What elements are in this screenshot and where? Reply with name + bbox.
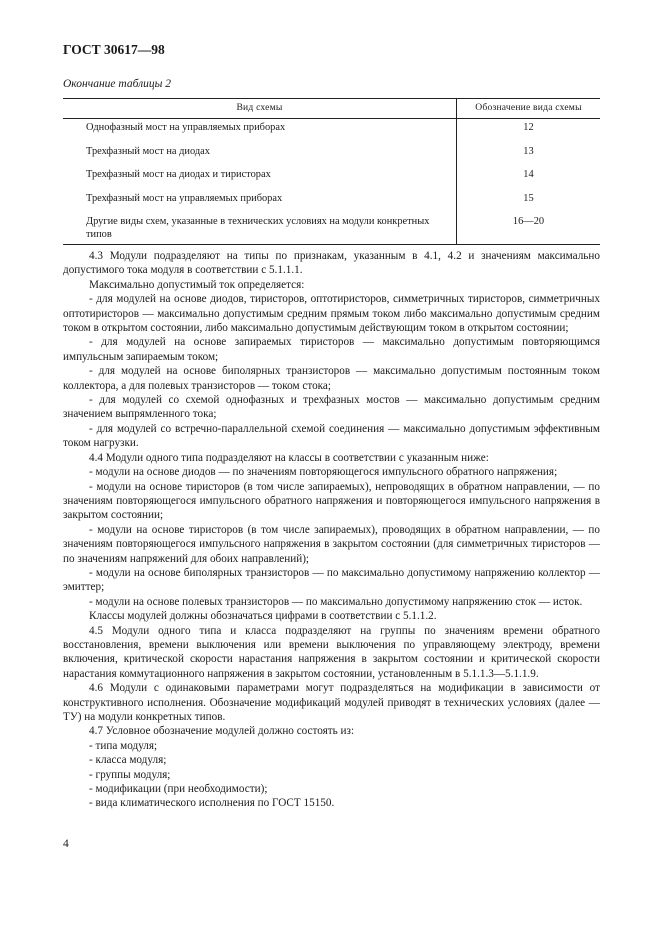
- list-item: - для модулей на основе диодов, тиристоров, оптотиристоров, симметричных тиристоров, симметричных оптотиристоров — максимально допустимым средним прямым током либо максимально допустимым средним током в открытом состоянии, либо максимально допустимым действующим током в открытом состоянии;: [63, 293, 600, 335]
- list-item: - для модулей на основе биполярных транзисторов — максимально допустимым постоянным током коллектора, а для полевых транзисторов — током стока;: [63, 365, 600, 392]
- scheme-code-cell: 14: [523, 169, 534, 180]
- list-item: - класса модуля;: [89, 754, 167, 767]
- column-header-scheme-type: Вид схемы: [63, 99, 457, 119]
- column-header-scheme-code: Обозначение вида схемы: [457, 99, 601, 119]
- paragraph-4-5: 4.5 Модули одного типа и класса подразделяют на группы по значениям времени обратного восстановления, времени выключения или времени выключения по управляющему электроду, времени включения, критической скорости нарастания напряжения в закрытом состоянии и критической скорости нарастания коммутационного напряжения в закрытом состоянии, установленным в 5.1.1.3—5.1.1.9.: [63, 624, 600, 680]
- list-item: - модули на основе биполярных транзисторов — по максимально допустимому напряжению коллектор — эмиттер;: [63, 566, 600, 594]
- paragraph: Классы модулей должны обозначаться цифрами в соответствии с 5.1.1.2.: [89, 610, 437, 623]
- paragraph-4-3: 4.3 Модули подразделяют на типы по признакам, указанным в 4.1, 4.2 и значениям максимально допустимого тока модуля в соответствии с 5.1.1.1.: [63, 250, 600, 277]
- paragraph-4-7: 4.7 Условное обозначение модулей должно состоять из:: [89, 725, 355, 738]
- table-row: [63, 213, 600, 245]
- paragraph: Максимально допустимый ток определяется:: [89, 278, 305, 291]
- list-item: - для модулей на основе запираемых тиристоров — максимально допустимым повторяющимся импульсным запираемым током;: [63, 336, 600, 363]
- scheme-code-cell: 16—20: [457, 213, 601, 245]
- list-item: - для модулей со схемой однофазных и трехфазных мостов — максимально допустимым средним значением выпрямленного тока;: [63, 394, 600, 421]
- paragraph-4-4: 4.4 Модули одного типа подразделяют на классы в соответствии с указанным ниже:: [89, 451, 489, 464]
- table-row: [63, 119, 600, 143]
- scheme-code-cell: 12: [523, 122, 534, 133]
- scheme-name-cell: Трехфазный мост на диодах и тиристорах: [63, 166, 457, 190]
- table-caption: Окончание таблицы 2: [63, 78, 171, 90]
- scheme-name-cell: Однофазный мост на управляемых приборах: [63, 119, 457, 143]
- body-text: [63, 249, 600, 811]
- scheme-name-cell: Другие виды схем, указанные в технических условиях на модули конкретных типов: [63, 213, 457, 245]
- paragraph-4-6: 4.6 Модули с одинаковыми параметрами могут подразделяться на модификации в зависимости от конструктивного исполнения. Обозначение модификаций модулей приводят в технических условиях (далее — ТУ) на модули конкретных типов.: [63, 682, 600, 723]
- scheme-name-cell: Трехфазный мост на управляемых приборах: [63, 190, 457, 214]
- table-row: [63, 166, 600, 190]
- page-number: 4: [63, 838, 69, 850]
- scheme-code-cell: 13: [523, 145, 534, 157]
- list-item: - для модулей со встречно-параллельной схемой соединения — максимально допустимым эффективным током нагрузки.: [63, 422, 600, 450]
- table-row: [63, 190, 600, 214]
- list-item: - вида климатического исполнения по ГОСТ 15150.: [89, 797, 335, 810]
- scheme-name-cell: Трехфазный мост на диодах: [63, 143, 457, 167]
- scheme-table: [63, 98, 600, 245]
- list-item: - модули на основе тиристоров (в том числе запираемых), непроводящих в обратном направлении, — по значениям повторяющегося импульсного обратного напряжения и повторяющегося импульсного напряжения в закрытом состоянии;: [63, 480, 600, 522]
- list-item: - модули на основе тиристоров (в том числе запираемых), проводящих в обратном направлении, — по значениям повторяющегося импульсного напряжения в закрытом состоянии (для симметричных тиристоров — по значениям напряжений для обоих направлений);: [63, 523, 600, 565]
- document-header: ГОСТ 30617—98: [63, 42, 165, 57]
- list-item: - модификации (при необходимости);: [89, 783, 268, 796]
- list-item: - модули на основе полевых транзисторов — по максимально допустимому напряжению сток — исток.: [89, 595, 583, 608]
- list-item: - модули на основе диодов — по значениям повторяющегося импульсного обратного напряжения;: [89, 466, 558, 479]
- list-item: - группы модуля;: [89, 768, 171, 781]
- table-row: [63, 143, 600, 167]
- list-item: - типа модуля;: [89, 739, 158, 752]
- table-header-row: [63, 99, 600, 119]
- scheme-code-cell: 15: [523, 192, 534, 204]
